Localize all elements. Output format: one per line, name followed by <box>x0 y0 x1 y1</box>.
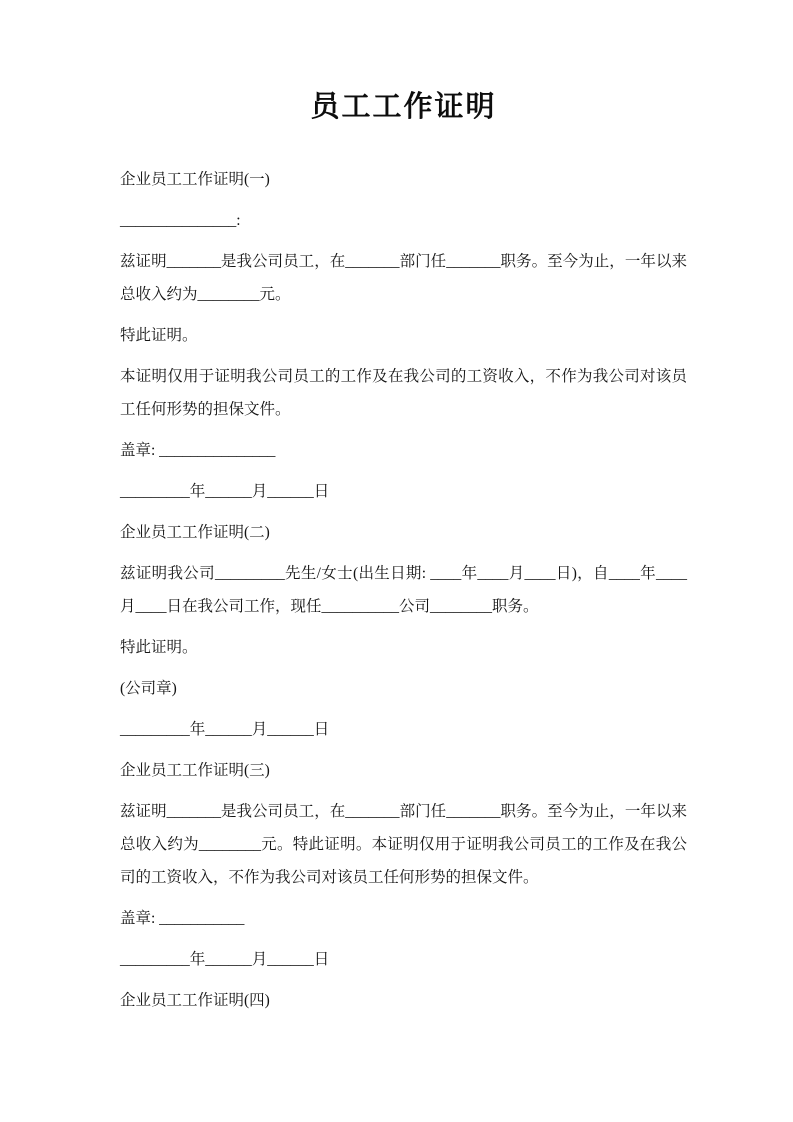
section-4-heading: 企业员工工作证明(四) <box>120 992 270 1009</box>
date-line-3: _________年______月______日 <box>120 951 330 968</box>
disclaimer-statement-1: 本证明仅用于证明我公司员工的工作及在我公司的工资收入，不作为我公司对该员工任何形势的担保文件。 <box>120 368 687 418</box>
section-3-heading: 企业员工工作证明(三) <box>120 762 270 779</box>
seal-line-3: 盖章: ___________ <box>120 910 245 927</box>
page-title: 员工工作证明 <box>310 91 497 123</box>
section-2-heading: 企业员工工作证明(二) <box>120 524 270 541</box>
certify-statement-1: 兹证明_______是我公司员工，在_______部门任_______职务。至今为止，一年以来总收入约为________元。 <box>120 253 687 303</box>
seal-line-1: 盖章: _______________ <box>120 442 276 459</box>
hereby-certified-2: 特此证明。 <box>120 639 198 656</box>
salutation-blank-line: _______________: <box>120 212 241 229</box>
section-1-heading: 企业员工工作证明(一) <box>120 171 270 188</box>
date-line-2: _________年______月______日 <box>120 721 330 738</box>
company-seal-note: (公司章) <box>120 680 177 697</box>
certify-statement-3: 兹证明_______是我公司员工，在_______部门任_______职务。至今为止，一年以来总收入约为________元。特此证明。本证明仅用于证明我公司员工的工作及在我公司的工资收入，不作为我公司对该员工任何形势的担保文件。 <box>120 803 687 886</box>
hereby-certified-1: 特此证明。 <box>120 327 198 344</box>
date-line-1: _________年______月______日 <box>120 483 330 500</box>
certify-statement-2: 兹证明我公司_________先生/女士(出生日期: ____年____月____日)，自____年____月____日在我公司工作，现任__________公司________职务。 <box>120 565 687 615</box>
